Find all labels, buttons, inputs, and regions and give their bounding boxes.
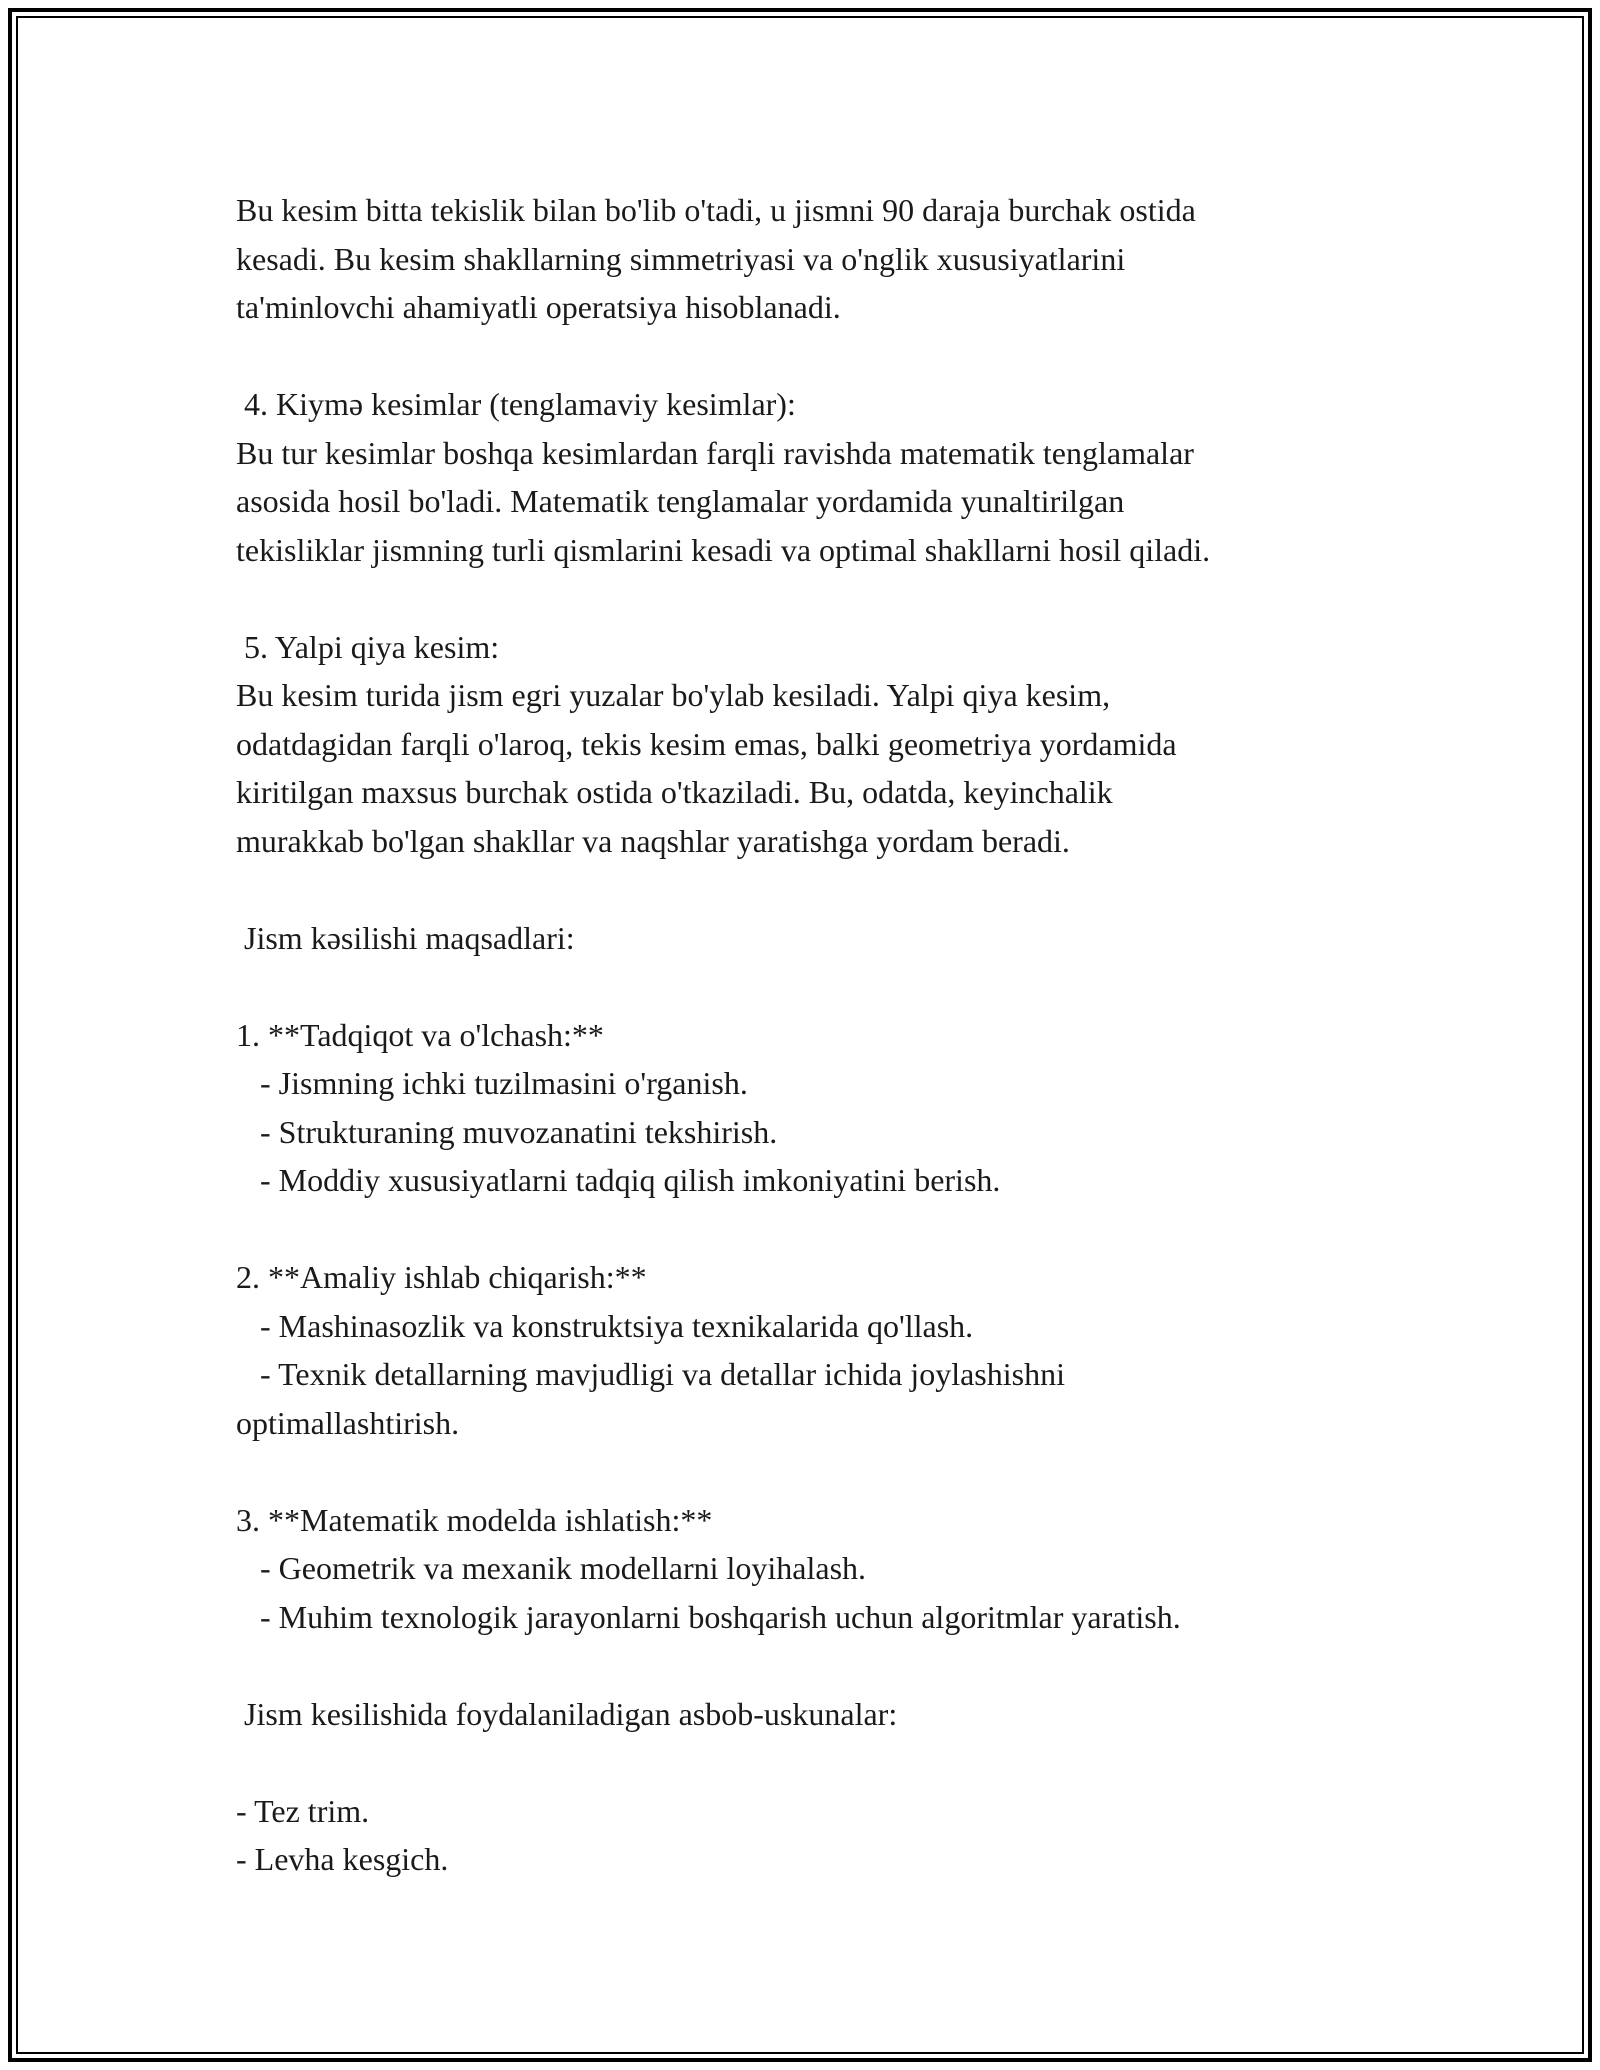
text-line: optimallashtirish.	[236, 1404, 460, 1441]
text-line: 4. Kiymə kesimlar (tenglamaviy kesimlar):	[236, 386, 796, 422]
text-line: Bu kesim bitta tekislik bilan bo'lib o'tadi, u jismni 90 daraja burchak ostida	[236, 192, 1196, 228]
document-body	[236, 186, 1376, 1884]
text-line: Jism kesilishida foydalaniladigan asbob-uskunalar:	[236, 1695, 898, 1732]
text-line: kiritilgan maxsus burchak ostida o'tkaziladi. Bu, odatda, keyinchalik	[236, 774, 1113, 810]
text-line	[236, 865, 1376, 914]
text-line: - Mashinasozlik va konstruktsiya texnikalarida qo'llash.	[236, 1307, 974, 1344]
text-line: - Geometrik va mexanik modellarni loyihalash.	[236, 1550, 867, 1586]
text-line: 3. **Matematik modelda ishlatish:**	[236, 1501, 713, 1538]
text-line	[236, 574, 1376, 623]
text-line: Jism kəsilishi maqsadlari:	[236, 919, 575, 956]
text-line	[236, 1641, 1376, 1690]
text-line: 1. **Tadqiqot va o'lchash:**	[236, 1016, 604, 1053]
text-line	[236, 962, 1376, 1011]
text-line: - Strukturaning muvozanatini tekshirish.	[236, 1113, 778, 1150]
text-line: 2. **Amaliy ishlab chiqarish:**	[236, 1259, 647, 1295]
text-line: asosida hosil bo'ladi. Matematik tenglamalar yordamida yunaltirilgan	[236, 483, 1125, 519]
text-line: - Muhim texnologik jarayonlarni boshqarish uchun algoritmlar yaratish.	[236, 1598, 1181, 1635]
text-line: 5. Yalpi qiya kesim:	[236, 628, 500, 665]
text-line: murakkab bo'lgan shakllar va naqshlar yaratishga yordam beradi.	[236, 822, 1070, 859]
text-line: Bu tur kesimlar boshqa kesimlardan farqli ravishda matematik tenglamalar	[236, 434, 1194, 471]
text-line: tekisliklar jismning turli qismlarini kesadi va optimal shakllarni hosil qiladi.	[236, 531, 1211, 568]
text-line: - Moddiy xususiyatlarni tadqiq qilish imkoniyatini berish.	[236, 1162, 1001, 1198]
text-line	[236, 1447, 1376, 1496]
text-line: - Levha kesgich.	[236, 1841, 449, 1877]
text-line: kesadi. Bu kesim shakllarning simmetriyasi va o'nglik xususiyatlarini	[236, 240, 1126, 277]
text-line: - Tez trim.	[236, 1792, 370, 1829]
text-line: - Texnik detallarning mavjudligi va detallar ichida joylashishni	[236, 1356, 1065, 1392]
text-line: ta'minlovchi ahamiyatli operatsiya hisoblanadi.	[236, 289, 841, 325]
text-line	[236, 1205, 1376, 1254]
text-line	[236, 332, 1376, 381]
text-line	[236, 1738, 1376, 1787]
text-line: - Jismning ichki tuzilmasini o'rganish.	[236, 1065, 748, 1101]
text-line: odatdagidan farqli o'laroq, tekis kesim emas, balki geometriya yordamida	[236, 725, 1177, 762]
text-line: Bu kesim turida jism egri yuzalar bo'ylab kesiladi. Yalpi qiya kesim,	[236, 677, 1111, 713]
